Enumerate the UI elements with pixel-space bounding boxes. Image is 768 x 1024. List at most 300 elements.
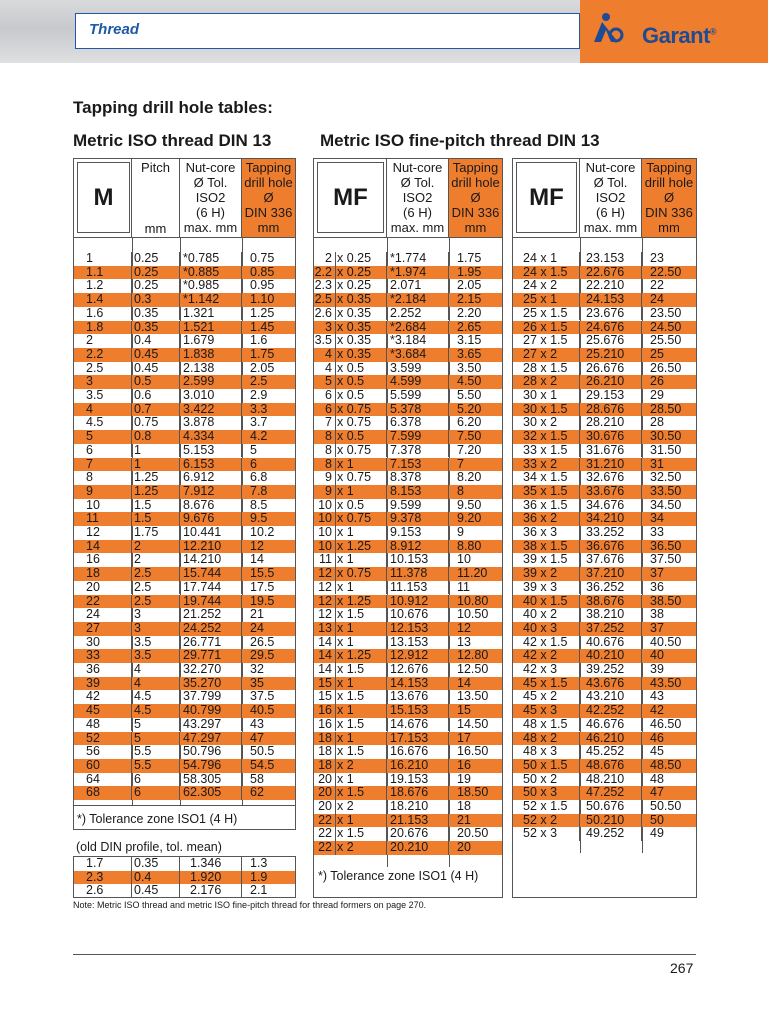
table-cell: 32 bbox=[250, 663, 264, 676]
table-cell: 37.5 bbox=[250, 690, 275, 704]
table-cell: 18.676 bbox=[387, 786, 449, 800]
drill-h1: drill hole bbox=[244, 175, 293, 190]
table-row bbox=[513, 773, 696, 787]
table-cell: 26.771 bbox=[180, 636, 242, 650]
table-cell: 14.210 bbox=[180, 553, 242, 567]
table-cell: 0.25 bbox=[132, 279, 180, 293]
table-row bbox=[314, 348, 502, 362]
drill-h2: Ø bbox=[663, 190, 675, 205]
table-cell: 50.50 bbox=[650, 800, 682, 813]
table-cell: 2.5 bbox=[74, 362, 132, 376]
table-cell: 3 bbox=[314, 321, 336, 335]
table-cell: 4.599 bbox=[387, 375, 449, 389]
table-cell: 10.2 bbox=[250, 526, 275, 539]
table-cell: 0.25 bbox=[132, 266, 180, 280]
table-cell: 62 bbox=[250, 786, 264, 800]
table-cell: 18.50 bbox=[457, 786, 489, 800]
table-cell: 2.05 bbox=[457, 279, 482, 293]
table-cell: 48 x 1.5 bbox=[513, 718, 580, 732]
table-cell: x 0.35 bbox=[336, 307, 387, 321]
table-row bbox=[513, 266, 696, 280]
table-cell: 1.3 bbox=[250, 857, 268, 870]
table-cell: 36 x 2 bbox=[513, 512, 580, 526]
table-cell: 0.7 bbox=[132, 403, 180, 417]
table-cell: 0.6 bbox=[132, 389, 180, 403]
table-cell: 2.1 bbox=[250, 884, 268, 898]
table-cell: 46 bbox=[650, 731, 664, 745]
table-row bbox=[314, 389, 502, 403]
table-cell: 48 x 2 bbox=[513, 732, 580, 746]
table-cell: 1.8 bbox=[74, 321, 132, 335]
table-cell: 3.50 bbox=[457, 361, 482, 375]
table-cell: *2.184 bbox=[387, 293, 449, 307]
table-row bbox=[74, 540, 295, 554]
table-cell: x 0.35 bbox=[336, 321, 387, 335]
table-cell: 37.676 bbox=[580, 553, 642, 567]
table-cell: 1.25 bbox=[132, 471, 180, 485]
table-cell: 3.5 bbox=[314, 334, 336, 348]
table-cell: 17.5 bbox=[250, 580, 275, 594]
table-row bbox=[314, 526, 502, 540]
table-cell: 8 bbox=[74, 471, 132, 485]
table-cell: 40 x 1.5 bbox=[513, 595, 580, 609]
table-cell: 2.599 bbox=[180, 375, 242, 389]
table-cell: x 1 bbox=[336, 732, 387, 746]
table-cell: 39 bbox=[650, 663, 664, 676]
table-cell: 21 bbox=[457, 813, 471, 827]
table-cell: x 0.75 bbox=[336, 471, 387, 485]
table-cell: 42.252 bbox=[580, 704, 642, 718]
table-row bbox=[314, 841, 502, 855]
table-cell: x 0.5 bbox=[336, 389, 387, 403]
table-row bbox=[513, 704, 696, 718]
table-row bbox=[74, 499, 295, 513]
table-cell: 30 bbox=[74, 636, 132, 650]
table-cell: x 1 bbox=[336, 704, 387, 718]
table-row bbox=[74, 279, 295, 293]
table-cell: 16 bbox=[314, 704, 336, 718]
table-cell: 10.912 bbox=[387, 595, 449, 609]
table-cell: 54.796 bbox=[180, 759, 242, 773]
table-row bbox=[513, 416, 696, 430]
table-cell: 2.071 bbox=[387, 279, 449, 293]
table-cell: *3.184 bbox=[387, 334, 449, 348]
table-cell: 5.20 bbox=[457, 402, 482, 416]
table-row bbox=[513, 252, 696, 266]
table-row bbox=[314, 745, 502, 759]
table-cell: 15 bbox=[457, 704, 471, 718]
table-cell: 18 bbox=[314, 745, 336, 759]
table-cell: 20 bbox=[457, 841, 471, 855]
table-cell: 5.5 bbox=[132, 745, 180, 759]
table-row bbox=[314, 800, 502, 814]
table-row bbox=[74, 567, 295, 581]
table-cell: 9.153 bbox=[387, 526, 449, 540]
table-cell: 5 bbox=[250, 443, 257, 457]
table-cell: 9 bbox=[314, 485, 336, 499]
table-cell: 7.378 bbox=[387, 444, 449, 458]
table-cell: 12.676 bbox=[387, 663, 449, 677]
table-row bbox=[314, 827, 502, 841]
table-row bbox=[314, 732, 502, 746]
table-cell: 34 bbox=[650, 512, 664, 526]
table-cell: 43.676 bbox=[580, 677, 642, 691]
table-cell: *0.785 bbox=[180, 252, 242, 266]
table-row bbox=[314, 690, 502, 704]
table-row bbox=[74, 348, 295, 362]
table-cell: x 0.25 bbox=[336, 266, 387, 280]
brand-panel bbox=[580, 0, 768, 63]
table-cell: 11.20 bbox=[457, 567, 488, 581]
table-cell: 25 bbox=[650, 347, 664, 361]
table-cell: 42 x 2 bbox=[513, 649, 580, 663]
table-row bbox=[74, 430, 295, 444]
table-cell: 22 bbox=[314, 841, 336, 855]
table-cell: x 1.25 bbox=[336, 540, 387, 554]
table-cell: 31.676 bbox=[580, 444, 642, 458]
table-cell: 50.796 bbox=[180, 745, 242, 759]
table-cell: 1.75 bbox=[457, 252, 482, 265]
table-cell: 33 bbox=[74, 649, 132, 663]
table-cell: 28.50 bbox=[650, 402, 682, 416]
table-cell: 1.920 bbox=[180, 871, 242, 885]
table-cell: 13.676 bbox=[387, 690, 449, 704]
table-cell: 3.3 bbox=[250, 402, 268, 416]
table-cell: 1.9 bbox=[250, 870, 268, 884]
table-cell: x 0.75 bbox=[336, 567, 387, 581]
drill-h3: DIN 336 bbox=[645, 205, 693, 220]
table-row bbox=[74, 732, 295, 746]
table-cell: 2.20 bbox=[457, 306, 482, 320]
table-cell: 24.153 bbox=[580, 293, 642, 307]
table-cell: 1.4 bbox=[74, 293, 132, 307]
table-cell: 0.45 bbox=[132, 362, 180, 376]
table-cell: x 1 bbox=[336, 458, 387, 472]
table-cell: x 0.75 bbox=[336, 444, 387, 458]
table-cell: x 2 bbox=[336, 800, 387, 814]
table-row bbox=[513, 581, 696, 595]
table-cell: 33 x 1.5 bbox=[513, 444, 580, 458]
table-row bbox=[74, 485, 295, 499]
table-cell: 1.75 bbox=[250, 347, 275, 361]
table-cell: 0.75 bbox=[132, 416, 180, 430]
table-cell: 4.5 bbox=[74, 416, 132, 430]
table-cell: 46.210 bbox=[580, 732, 642, 746]
table-cell: 33.252 bbox=[580, 526, 642, 540]
table-cell: 6 bbox=[314, 389, 336, 403]
table-cell: x 1.5 bbox=[336, 745, 387, 759]
footer-note: Note: Metric ISO thread and metric ISO fine-pitch thread for thread formers on page 270. bbox=[73, 900, 427, 910]
table-row bbox=[314, 293, 502, 307]
table-cell: 12.50 bbox=[457, 663, 489, 676]
table-cell: 6.912 bbox=[180, 471, 242, 485]
table-cell: 38 x 1.5 bbox=[513, 540, 580, 554]
table-cell: 31.210 bbox=[580, 458, 642, 472]
table-row bbox=[74, 362, 295, 376]
table-cell: 0.75 bbox=[250, 252, 275, 265]
table-row bbox=[513, 512, 696, 526]
m-symbol-cell bbox=[74, 159, 132, 237]
table-row bbox=[314, 499, 502, 513]
table-row bbox=[74, 444, 295, 458]
table-cell: 30 x 1 bbox=[513, 389, 580, 403]
table-cell: 33 bbox=[650, 526, 664, 539]
table-cell: 43.297 bbox=[180, 718, 242, 732]
table-cell: 6.20 bbox=[457, 416, 482, 430]
table-cell: 1.25 bbox=[132, 485, 180, 499]
table-cell: 1 bbox=[132, 458, 180, 472]
m-table-heading: Metric ISO thread DIN 13 bbox=[73, 131, 272, 150]
table-cell: x 0.5 bbox=[336, 375, 387, 389]
table-cell: 31.50 bbox=[650, 443, 682, 457]
table-cell: 33.50 bbox=[650, 484, 682, 498]
table-cell: 22.50 bbox=[650, 265, 682, 279]
table-cell: 2.65 bbox=[457, 320, 482, 334]
table-row bbox=[314, 786, 502, 800]
table-cell: 12 bbox=[457, 621, 471, 635]
table-cell: 36 bbox=[74, 663, 132, 677]
table-cell: 56 bbox=[74, 745, 132, 759]
table-cell: 27 bbox=[74, 622, 132, 636]
table-cell: 18 bbox=[314, 732, 336, 746]
table-cell: 0.5 bbox=[132, 375, 180, 389]
table-cell: 50 x 2 bbox=[513, 773, 580, 787]
mf1-nut-header bbox=[387, 159, 449, 237]
table-row bbox=[513, 307, 696, 321]
table-row bbox=[74, 786, 295, 800]
table-cell: 6.8 bbox=[250, 471, 268, 485]
table-row bbox=[74, 690, 295, 704]
table-row bbox=[314, 279, 502, 293]
table-cell: 1.521 bbox=[180, 321, 242, 335]
table-cell: 2.252 bbox=[387, 307, 449, 321]
table-cell: 14 bbox=[314, 636, 336, 650]
table-cell: 6 bbox=[74, 444, 132, 458]
table-cell: 1.45 bbox=[250, 320, 275, 334]
table-cell: 6 bbox=[132, 786, 180, 800]
nut-h1: Ø Tol. bbox=[400, 175, 435, 190]
table-cell: x 1 bbox=[336, 677, 387, 691]
drill-h0: Tapping bbox=[452, 160, 499, 175]
mf1-table-header bbox=[314, 159, 502, 238]
table-cell: 5 bbox=[314, 375, 336, 389]
table-cell: 28 x 1.5 bbox=[513, 362, 580, 376]
table-cell: 40.676 bbox=[580, 636, 642, 650]
table-cell: 1.1 bbox=[74, 266, 132, 280]
table-cell: 24 bbox=[250, 621, 264, 635]
table-row bbox=[513, 444, 696, 458]
drill-h2: Ø bbox=[470, 190, 481, 205]
table-cell: 21 bbox=[250, 608, 264, 622]
table-cell: 22.676 bbox=[580, 266, 642, 280]
table-cell: 7.50 bbox=[457, 430, 482, 444]
table-cell: 12 bbox=[314, 581, 336, 595]
table-cell: 2.176 bbox=[180, 884, 242, 898]
table-cell: 11 bbox=[314, 553, 336, 567]
table-cell: x 0.75 bbox=[336, 403, 387, 417]
table-cell: 25.676 bbox=[580, 334, 642, 348]
table-cell: 27 x 1.5 bbox=[513, 334, 580, 348]
drill-h4: mm bbox=[658, 220, 680, 235]
table-cell: 40.5 bbox=[250, 704, 275, 718]
table-cell: *0.985 bbox=[180, 279, 242, 293]
table-cell: 30 x 2 bbox=[513, 416, 580, 430]
table-cell: *3.684 bbox=[387, 348, 449, 362]
m-table-header bbox=[74, 159, 295, 238]
table-cell: 11.378 bbox=[387, 567, 449, 581]
nut-h2: ISO2 bbox=[595, 190, 626, 205]
table-row bbox=[314, 512, 502, 526]
table-row bbox=[314, 307, 502, 321]
table-cell: 4 bbox=[74, 403, 132, 417]
table-cell: 47 bbox=[250, 731, 264, 745]
table-cell: 21.252 bbox=[180, 608, 242, 622]
table-cell: 1.10 bbox=[250, 293, 275, 307]
table-cell: 12.912 bbox=[387, 649, 449, 663]
table-cell: 23.50 bbox=[650, 306, 682, 320]
table-row bbox=[314, 444, 502, 458]
nut-h3: (6 H) bbox=[196, 205, 225, 220]
table-cell: 29.771 bbox=[180, 649, 242, 663]
mf1-symbol: MF bbox=[317, 162, 384, 233]
table-cell: 2 bbox=[74, 334, 132, 348]
table-row bbox=[74, 458, 295, 472]
table-cell: 40 x 3 bbox=[513, 622, 580, 636]
table-cell: 48.676 bbox=[580, 759, 642, 773]
table-cell: 10 bbox=[457, 553, 471, 567]
mf-thread-table-1 bbox=[313, 158, 503, 898]
table-cell: *1.774 bbox=[387, 252, 449, 266]
table-row bbox=[513, 389, 696, 403]
table-row bbox=[74, 307, 295, 321]
table-cell: 2.6 bbox=[314, 307, 336, 321]
table-cell: 7 bbox=[74, 458, 132, 472]
table-cell: 45.252 bbox=[580, 745, 642, 759]
table-cell: 1.679 bbox=[180, 334, 242, 348]
table-cell: 48 bbox=[74, 718, 132, 732]
table-cell: 2.2 bbox=[314, 266, 336, 280]
table-cell: 4 bbox=[314, 348, 336, 362]
table-cell: 36 bbox=[650, 580, 664, 594]
nut-h0: Nut-core bbox=[185, 160, 236, 175]
table-cell: 45 bbox=[74, 704, 132, 718]
table-cell: 3.422 bbox=[180, 403, 242, 417]
section-label-box bbox=[75, 13, 580, 49]
table-cell: 14 bbox=[457, 676, 471, 690]
table-cell: 0.45 bbox=[132, 884, 180, 898]
table-cell: 3.5 bbox=[132, 636, 180, 650]
table-cell: 24.50 bbox=[650, 320, 682, 334]
m-symbol: M bbox=[77, 162, 130, 233]
table-row bbox=[513, 279, 696, 293]
table-row bbox=[513, 786, 696, 800]
table-cell: 7.20 bbox=[457, 443, 482, 457]
table-cell: 6.378 bbox=[387, 416, 449, 430]
table-row bbox=[314, 540, 502, 554]
table-row bbox=[314, 649, 502, 663]
table-cell: 14.676 bbox=[387, 718, 449, 732]
table-cell: 30.676 bbox=[580, 430, 642, 444]
table-cell: 3.5 bbox=[74, 389, 132, 403]
table-row bbox=[74, 718, 295, 732]
table-cell: 2.15 bbox=[457, 293, 482, 307]
table-cell: 0.3 bbox=[132, 293, 180, 307]
drill-h1: drill hole bbox=[644, 175, 694, 190]
table-cell: 17.744 bbox=[180, 581, 242, 595]
table-row bbox=[314, 334, 502, 348]
table-cell: 24 bbox=[650, 293, 664, 307]
table-cell: 4.2 bbox=[250, 430, 268, 444]
table-cell: 10.50 bbox=[457, 608, 489, 622]
table-cell: 32.676 bbox=[580, 471, 642, 485]
table-cell: 23.676 bbox=[580, 307, 642, 321]
table-cell: 8.5 bbox=[250, 498, 268, 512]
table-cell: 54.5 bbox=[250, 758, 275, 772]
table-cell: 40.50 bbox=[650, 635, 682, 649]
table-cell: 42 x 1.5 bbox=[513, 636, 580, 650]
table-cell: x 1 bbox=[336, 814, 387, 828]
table-cell: 50 x 3 bbox=[513, 786, 580, 800]
table-cell: 0.35 bbox=[132, 321, 180, 335]
table-row bbox=[513, 348, 696, 362]
table-cell: 2 bbox=[314, 252, 336, 266]
table-row bbox=[314, 471, 502, 485]
table-row bbox=[513, 677, 696, 691]
table-cell: 36.252 bbox=[580, 581, 642, 595]
table-row bbox=[314, 403, 502, 417]
table-row bbox=[513, 622, 696, 636]
table-row bbox=[314, 567, 502, 581]
table-cell: 9.676 bbox=[180, 512, 242, 526]
table-cell: 48.50 bbox=[650, 758, 682, 772]
table-cell: 8 bbox=[457, 484, 464, 498]
table-cell: 2.138 bbox=[180, 362, 242, 376]
table-row bbox=[314, 608, 502, 622]
table-cell: 20.676 bbox=[387, 827, 449, 841]
table-cell: 48 x 3 bbox=[513, 745, 580, 759]
table-cell: 1.2 bbox=[74, 279, 132, 293]
table-row bbox=[74, 403, 295, 417]
table-cell: 19.5 bbox=[250, 594, 275, 608]
table-cell: 3 bbox=[132, 622, 180, 636]
table-cell: 31 bbox=[650, 457, 664, 471]
table-cell: 26.50 bbox=[650, 361, 682, 375]
table-cell: *1.142 bbox=[180, 293, 242, 307]
table-cell: 12 bbox=[314, 567, 336, 581]
table-cell: 2.5 bbox=[132, 581, 180, 595]
table-row bbox=[513, 499, 696, 513]
table-row bbox=[513, 403, 696, 417]
table-row bbox=[513, 608, 696, 622]
table-cell: 17.153 bbox=[387, 732, 449, 746]
table-cell: 8 bbox=[314, 444, 336, 458]
table-cell: x 1 bbox=[336, 581, 387, 595]
table-cell: 12 bbox=[314, 608, 336, 622]
table-cell: x 0.35 bbox=[336, 293, 387, 307]
table-cell: 9 bbox=[74, 485, 132, 499]
table-row bbox=[74, 512, 295, 526]
table-cell: 19.153 bbox=[387, 773, 449, 787]
table-cell: 37.50 bbox=[650, 553, 682, 567]
table-cell: 4.5 bbox=[132, 690, 180, 704]
table-cell: 58.305 bbox=[180, 773, 242, 787]
table-cell: 2.9 bbox=[250, 389, 268, 402]
table-row bbox=[74, 375, 295, 389]
table-row bbox=[74, 266, 295, 280]
table-row bbox=[74, 595, 295, 609]
table-cell: 10.676 bbox=[387, 608, 449, 622]
table-cell: 14 bbox=[250, 553, 264, 567]
